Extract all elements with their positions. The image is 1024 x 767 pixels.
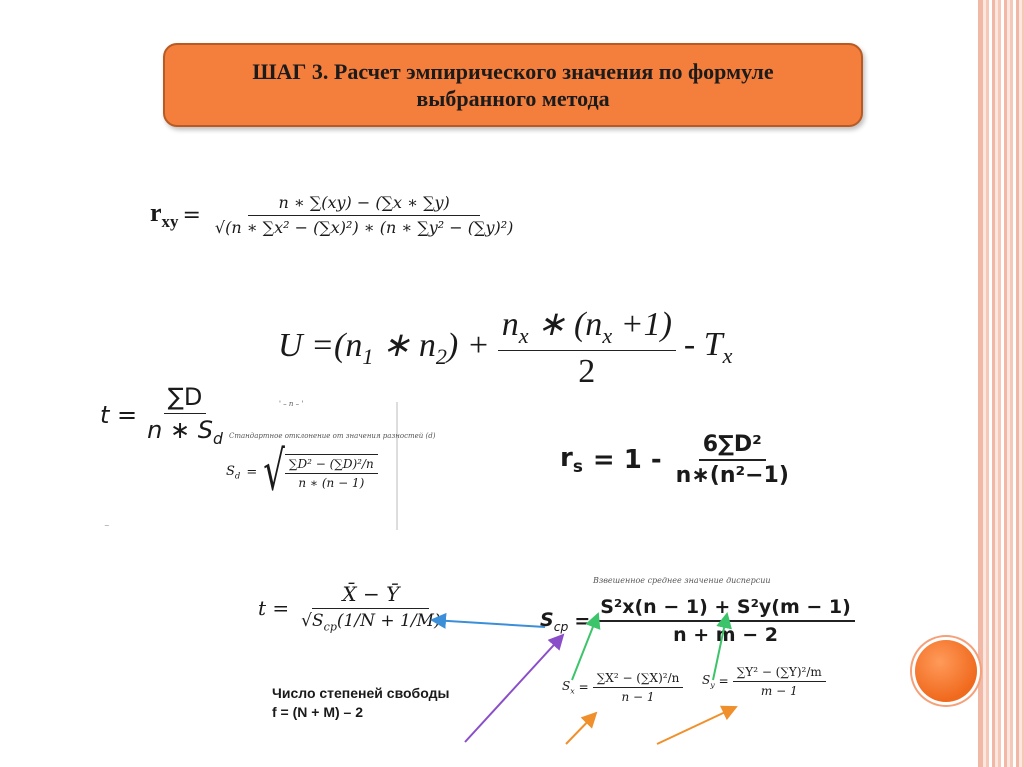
spearman-formula: $r_s$ = 1 - $\frac{\text{6∑D²}}{\text{n∗(n²−1)}}$ bbox=[560, 425, 793, 495]
sqrt-sign-icon: √ bbox=[263, 440, 285, 504]
u-numerator: $n_x$ ∗ $(n_x +1)$ bbox=[498, 304, 676, 352]
sx-formula: $S_x$ = $\frac{\text{∑X² − (∑X)²/n}}{n - 1}$ bbox=[562, 662, 683, 712]
decorative-orange-circle bbox=[915, 640, 977, 702]
green-arrow-right bbox=[713, 614, 727, 680]
dof-line2: f = (N + M) – 2 bbox=[272, 704, 364, 720]
sd-top-mark: ' – n – ' bbox=[279, 400, 304, 408]
pooled-fraction: $\frac{\text{S²x(n − 1) + S²y(m − 1)}}{n + m - 2}$ bbox=[596, 596, 855, 646]
orange-arrow-left bbox=[566, 713, 596, 744]
sd-formula: $S_d$ = √ $\frac{\text{∑D² − (∑D)²/n}}{n ∗ (n - 1)}$ bbox=[226, 452, 378, 492]
blue-arrow bbox=[432, 620, 545, 627]
mann-whitney-formula: $U =(n_1$ ∗ $n_2$) + $\frac{n_x ∗ (n_x +1)}{2}$ - $T_x$ bbox=[278, 305, 733, 391]
sd-fraction: $\frac{\text{∑D² − (∑D)²/n}}{n ∗ (n - 1)}$ bbox=[285, 454, 378, 490]
sd-caption: Стандартное отклонение от значения разностей (d) bbox=[229, 432, 436, 440]
green-arrow-left bbox=[572, 614, 598, 680]
orange-arrow-right bbox=[657, 707, 736, 744]
t-ind-fraction: $\frac{X̄ - Ȳ}{√S_{ср}(1/N + 1/M)}$ bbox=[301, 582, 441, 634]
t-dep-denominator: n ∗ $S_d$ bbox=[147, 415, 223, 448]
t-dep-numerator: ∑D bbox=[164, 383, 207, 414]
t-dep-lhs: t = bbox=[100, 401, 138, 429]
pearson-eq: = bbox=[182, 202, 201, 228]
small-mark: ~ bbox=[104, 522, 110, 530]
pearson-numerator: n ∗ ∑(xy) − (∑x ∗ ∑y) bbox=[248, 193, 479, 216]
u-left: U =(n bbox=[278, 327, 363, 365]
u-denominator: 2 bbox=[578, 353, 596, 391]
slide-title: ШАГ 3. Расчет эмпирического значения по формуле выбранного метода bbox=[252, 59, 774, 111]
purple-arrow bbox=[465, 635, 563, 742]
spearman-fraction: $\frac{\text{6∑D²}}{\text{n∗(n²−1)}}$ bbox=[675, 432, 789, 488]
dof-line1: Число степеней свободы bbox=[272, 685, 450, 701]
spearman-lhs: $r_s$ bbox=[560, 443, 583, 477]
pearson-lhs: $r_{xy}$ bbox=[150, 197, 179, 232]
pooled-formula: $S_{ср}$ = $\frac{\text{S²x(n − 1) + S²y(m − 1)}}{n + m - 2}$ bbox=[540, 588, 855, 654]
t-independent-formula: t = $\frac{X̄ - Ȳ}{√S_{ср}(1/N + 1/M)}$ bbox=[258, 568, 445, 648]
sy-formula: $S_y$ = $\frac{\text{∑Y² − (∑Y)²/m}}{m - 1}$ bbox=[702, 656, 826, 706]
u-tx: - $T_x$ bbox=[683, 326, 733, 368]
pearson-denominator: √(n ∗ ∑x² − (∑x)²) ∗ (n ∗ ∑y² − (∑y)²) bbox=[214, 218, 514, 237]
pooled-caption: Взвешенное среднее значение дисперсии bbox=[593, 576, 771, 585]
